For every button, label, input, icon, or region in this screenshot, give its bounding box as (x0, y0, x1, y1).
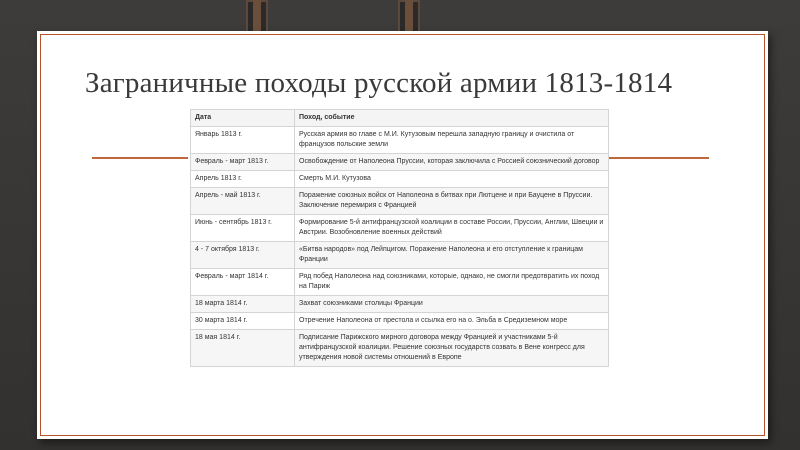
row-date: Февраль - март 1814 г. (191, 269, 295, 296)
row-date: Февраль - март 1813 г. (191, 154, 295, 171)
row-date: 30 марта 1814 г. (191, 313, 295, 330)
row-date: Апрель - май 1813 г. (191, 188, 295, 215)
row-date: 4 - 7 октября 1813 г. (191, 242, 295, 269)
header-date: Дата (191, 110, 295, 127)
row-date: Июнь - сентябрь 1813 г. (191, 215, 295, 242)
row-date: Апрель 1813 г. (191, 171, 295, 188)
table-row (191, 269, 609, 296)
row-event: Освобождение от Наполеона Пруссии, которая заключила с Россией союзнический договор (295, 154, 609, 171)
table-row (191, 127, 609, 154)
table-row (191, 296, 609, 313)
row-event: Отречение Наполеона от престола и ссылка его на о. Эльба в Средиземном море (295, 313, 609, 330)
title-rule-left (92, 157, 188, 159)
table-row (191, 188, 609, 215)
events-table (190, 109, 609, 367)
row-event: Смерть М.И. Кутузова (295, 171, 609, 188)
row-date: 18 марта 1814 г. (191, 296, 295, 313)
table-row (191, 215, 609, 242)
table-row (191, 313, 609, 330)
row-date: 18 мая 1814 г. (191, 330, 295, 367)
row-event: Подписание Парижского мирного договора между Францией и участниками 5-й антифранцузской коалиции. Решение союзных государств созвать в Вене конгресс для утверждения новой системы отношений в Европе (295, 330, 609, 367)
row-event: Захват союзниками столицы Франции (295, 296, 609, 313)
slide-title: Заграничные походы русской армии 1813-1814 (85, 67, 673, 99)
row-event: Поражение союзных войск от Наполеона в битвах при Лютцене и при Бауцене в Пруссии. Заключение перемирия с Францией (295, 188, 609, 215)
title-rule-right (609, 157, 709, 159)
table-row (191, 171, 609, 188)
header-event: Поход, событие (295, 110, 609, 127)
table-row (191, 330, 609, 367)
row-event: «Битва народов» под Лейпцигом. Поражение Наполеона и его отступление к границам Франции (295, 242, 609, 269)
row-event: Ряд побед Наполеона над союзниками, которые, однако, не смогли предотвратить их поход на Париж (295, 269, 609, 296)
table-row (191, 242, 609, 269)
table-row (191, 154, 609, 171)
row-event: Формирование 5-й антифранцузской коалиции в составе России, Пруссии, Англии, Швеции и Австрии. Возобновление военных действий (295, 215, 609, 242)
row-date: Январь 1813 г. (191, 127, 295, 154)
table-header-row (191, 110, 609, 127)
slide-card (37, 31, 768, 439)
row-event: Русская армия во главе с М.И. Кутузовым перешла западную границу и очистила от французов польские земли (295, 127, 609, 154)
